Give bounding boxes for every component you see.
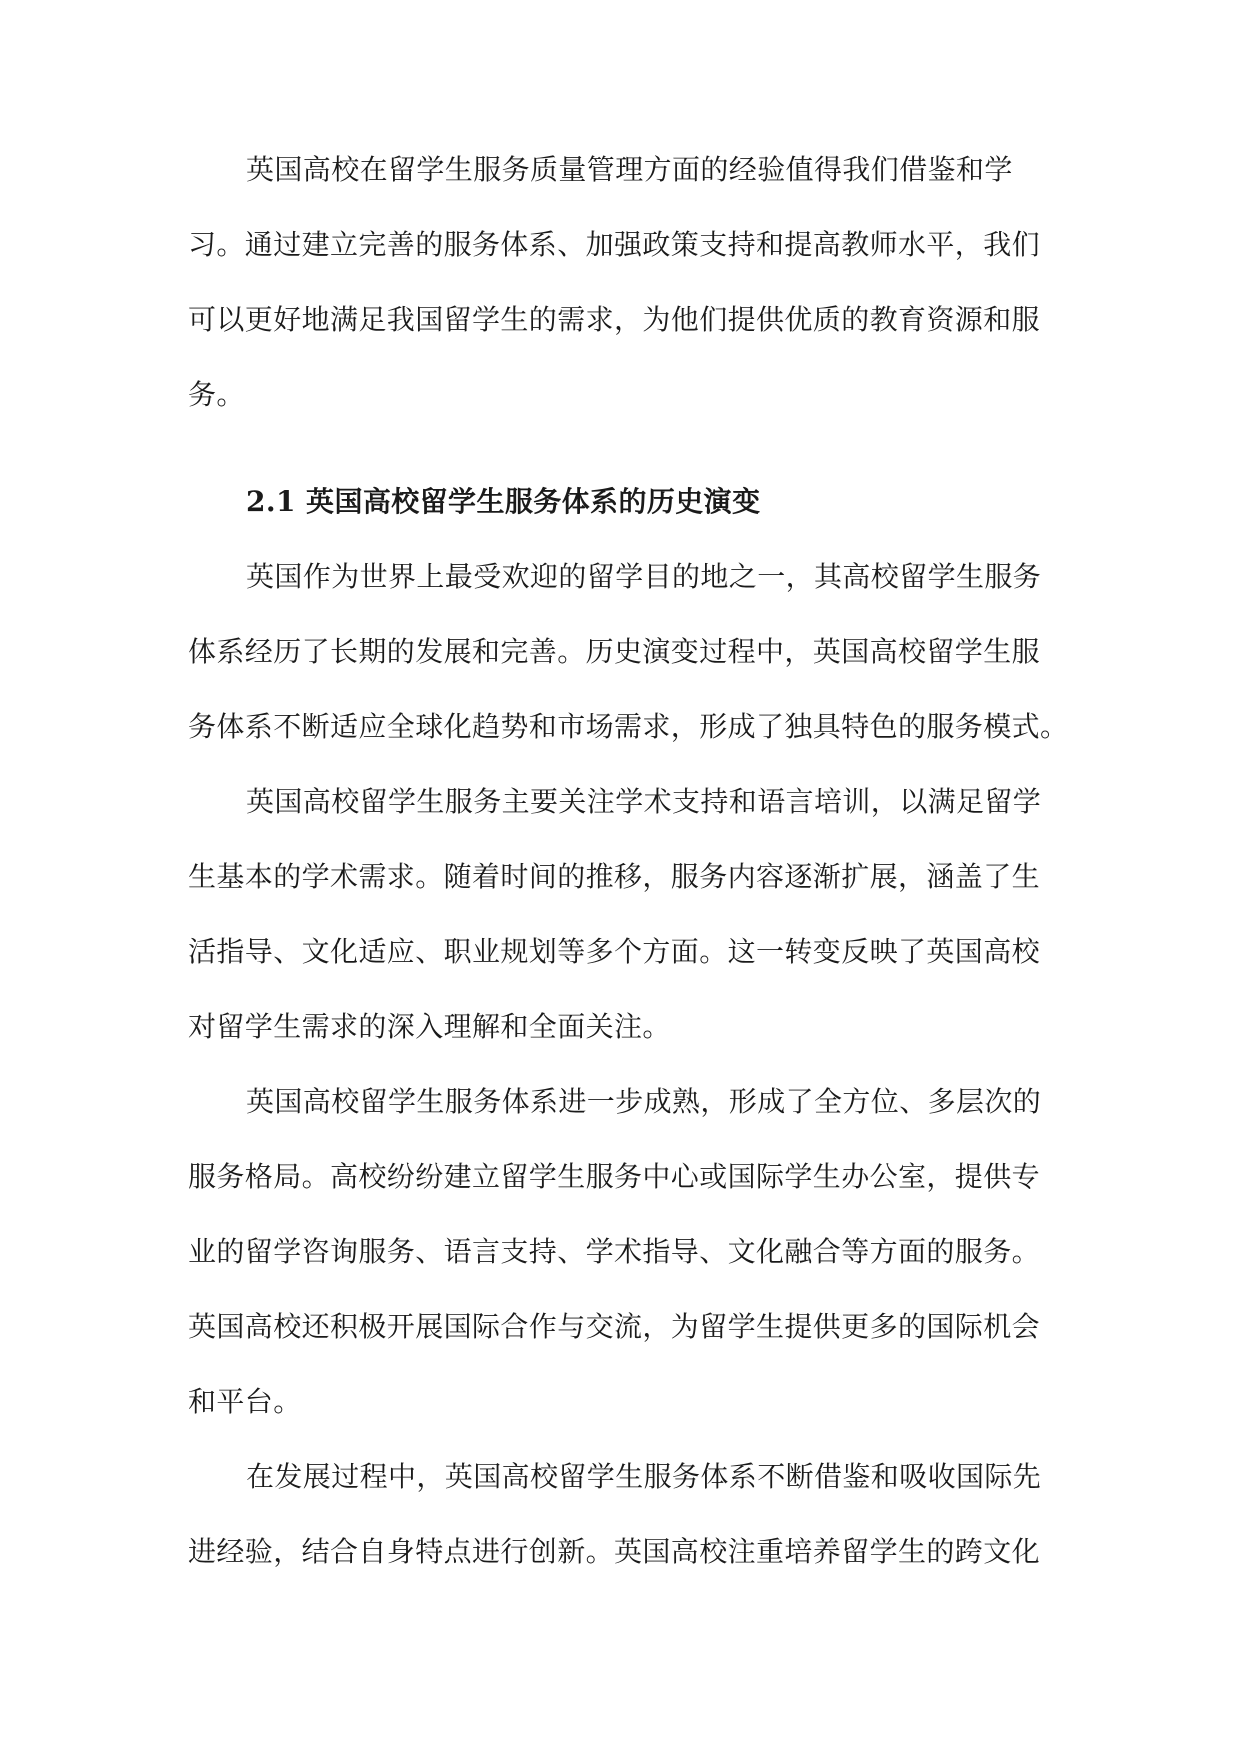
paragraph-2-line-3: 活指导、文化适应、职业规划等多个方面。这一转变反映了英国高校 <box>188 935 1041 968</box>
paragraph-1-line-2: 体系经历了长期的发展和完善。历史演变过程中，英国高校留学生服 <box>188 635 1041 668</box>
paragraph-3-line-3: 业的留学咨询服务、语言支持、学术指导、文化融合等方面的服务。 <box>188 1235 1041 1268</box>
paragraph-intro-line-4: 务。 <box>188 378 245 411</box>
paragraph-4-line-2: 进经验，结合自身特点进行创新。英国高校注重培养留学生的跨文化 <box>188 1535 1041 1568</box>
section-heading: 2.1 英国高校留学生服务体系的历史演变 <box>246 485 761 518</box>
paragraph-3-line-5: 和平台。 <box>188 1385 302 1418</box>
paragraph-2-line-2: 生基本的学术需求。随着时间的推移，服务内容逐渐扩展，涵盖了生 <box>188 860 1041 893</box>
paragraph-intro-line-2: 习。通过建立完善的服务体系、加强政策支持和提高教师水平，我们 <box>188 228 1041 261</box>
paragraph-intro-line-1: 英国高校在留学生服务质量管理方面的经验值得我们借鉴和学 <box>246 153 1013 186</box>
paragraph-3-line-2: 服务格局。高校纷纷建立留学生服务中心或国际学生办公室，提供专 <box>188 1160 1041 1193</box>
paragraph-4-line-1: 在发展过程中，英国高校留学生服务体系不断借鉴和吸收国际先 <box>246 1460 1042 1493</box>
paragraph-1-line-1: 英国作为世界上最受欢迎的留学目的地之一，其高校留学生服务 <box>246 560 1042 593</box>
paragraph-intro-line-3: 可以更好地满足我国留学生的需求，为他们提供优质的教育资源和服 <box>188 303 1041 336</box>
paragraph-3-line-4: 英国高校还积极开展国际合作与交流，为留学生提供更多的国际机会 <box>188 1310 1041 1343</box>
paragraph-3-line-1: 英国高校留学生服务体系进一步成熟，形成了全方位、多层次的 <box>246 1085 1042 1118</box>
paragraph-2-line-4: 对留学生需求的深入理解和全面关注。 <box>188 1010 671 1043</box>
paragraph-1-line-3: 务体系不断适应全球化趋势和市场需求，形成了独具特色的服务模式。 <box>188 710 1069 743</box>
paragraph-2-line-1: 英国高校留学生服务主要关注学术支持和语言培训，以满足留学 <box>246 785 1042 818</box>
